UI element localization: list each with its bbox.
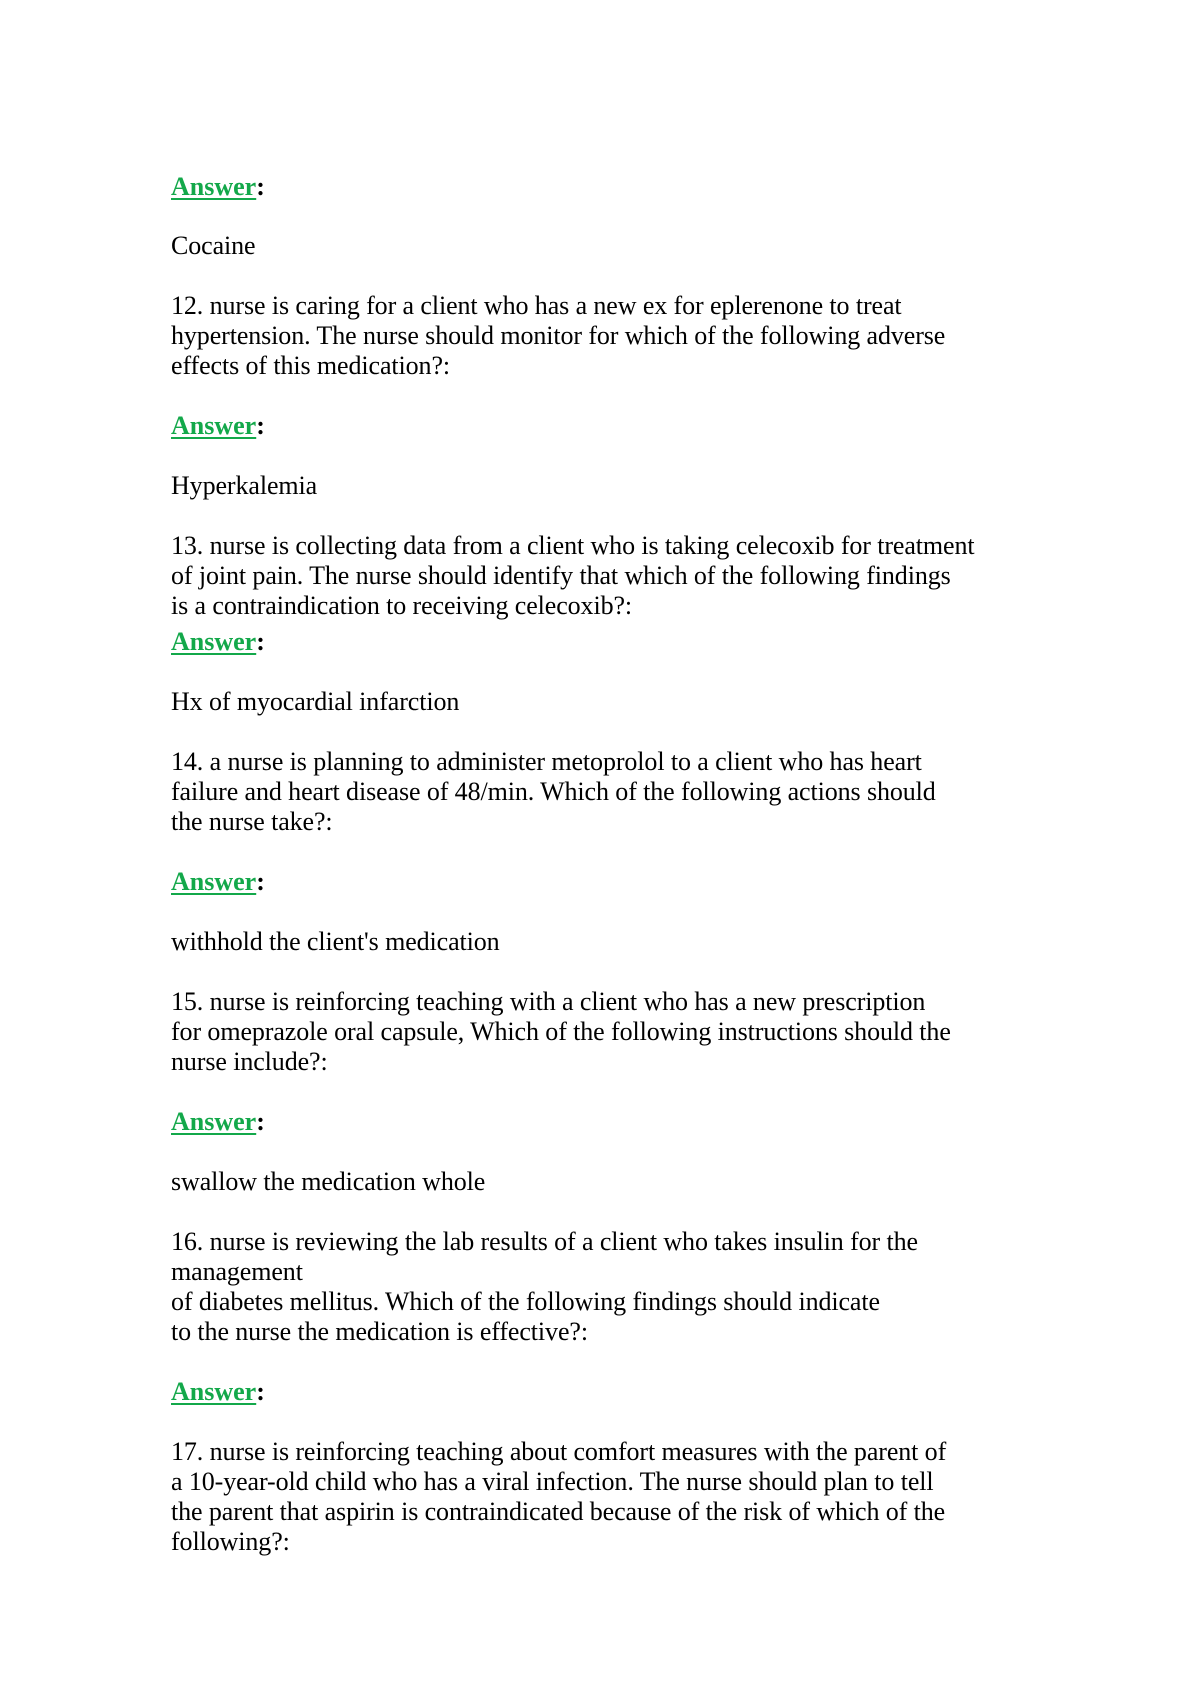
question-15-line-1: 15. nurse is reinforcing teaching with a client who has a new prescription: [171, 987, 926, 1016]
answer-text-12: Hyperkalemia: [171, 471, 318, 500]
question-14-line-1: 14. a nurse is planning to administer metoprolol to a client who has heart: [171, 747, 922, 776]
answer-heading: [171, 1106, 265, 1138]
answer-heading: [171, 410, 265, 442]
answer-colon: :: [256, 172, 265, 201]
answer-label: Answer: [171, 1107, 257, 1136]
question-12-line-1: 12. nurse is caring for a client who has a new ex for eplerenone to treat: [171, 291, 902, 320]
question-15-line-2: for omeprazole oral capsule, Which of the following instructions should the: [171, 1017, 951, 1046]
answer-text-15: swallow the medication whole: [171, 1167, 486, 1196]
answer-label: Answer: [171, 172, 257, 201]
question-13-line-1: 13. nurse is collecting data from a client who is taking celecoxib for treatment: [171, 531, 975, 560]
question-17-line-1: 17. nurse is reinforcing teaching about comfort measures with the parent of: [171, 1437, 947, 1466]
answer-text-13: Hx of myocardial infarction: [171, 687, 460, 716]
question-15-line-3: nurse include?:: [171, 1047, 328, 1076]
answer-label: Answer: [171, 1377, 257, 1406]
answer-heading: [171, 171, 265, 203]
answer-label: Answer: [171, 867, 257, 896]
answer-colon: :: [256, 627, 265, 656]
answer-label: Answer: [171, 411, 257, 440]
answer-colon: :: [256, 1107, 265, 1136]
question-16-line-4: to the nurse the medication is effective?:: [171, 1317, 588, 1346]
question-13-line-3: is a contraindication to receiving celecoxib?:: [171, 591, 633, 620]
answer-text-14: withhold the client's medication: [171, 927, 500, 956]
answer-colon: :: [256, 867, 265, 896]
question-14-line-2: failure and heart disease of 48/min. Which of the following actions should: [171, 777, 936, 806]
question-16-line-1: 16. nurse is reviewing the lab results of a client who takes insulin for the: [171, 1227, 918, 1256]
question-17-line-4: following?:: [171, 1527, 290, 1556]
answer-label: Answer: [171, 627, 257, 656]
answer-colon: :: [256, 411, 265, 440]
answer-text-11: Cocaine: [171, 231, 256, 260]
question-17-line-2: a 10-year-old child who has a viral infection. The nurse should plan to tell: [171, 1467, 934, 1496]
answer-heading: [171, 1376, 265, 1408]
question-14-line-3: the nurse take?:: [171, 807, 333, 836]
answer-colon: :: [256, 1377, 265, 1406]
question-17-line-3: the parent that aspirin is contraindicated because of the risk of which of the: [171, 1497, 946, 1526]
question-16-line-3: of diabetes mellitus. Which of the following findings should indicate: [171, 1287, 880, 1316]
question-12-line-2: hypertension. The nurse should monitor for which of the following adverse: [171, 321, 946, 350]
question-16-line-2: management: [171, 1257, 303, 1286]
answer-heading: [171, 626, 265, 658]
question-12-line-3: effects of this medication?:: [171, 351, 451, 380]
answer-heading: [171, 866, 265, 898]
question-13-line-2: of joint pain. The nurse should identify that which of the following findings: [171, 561, 951, 590]
